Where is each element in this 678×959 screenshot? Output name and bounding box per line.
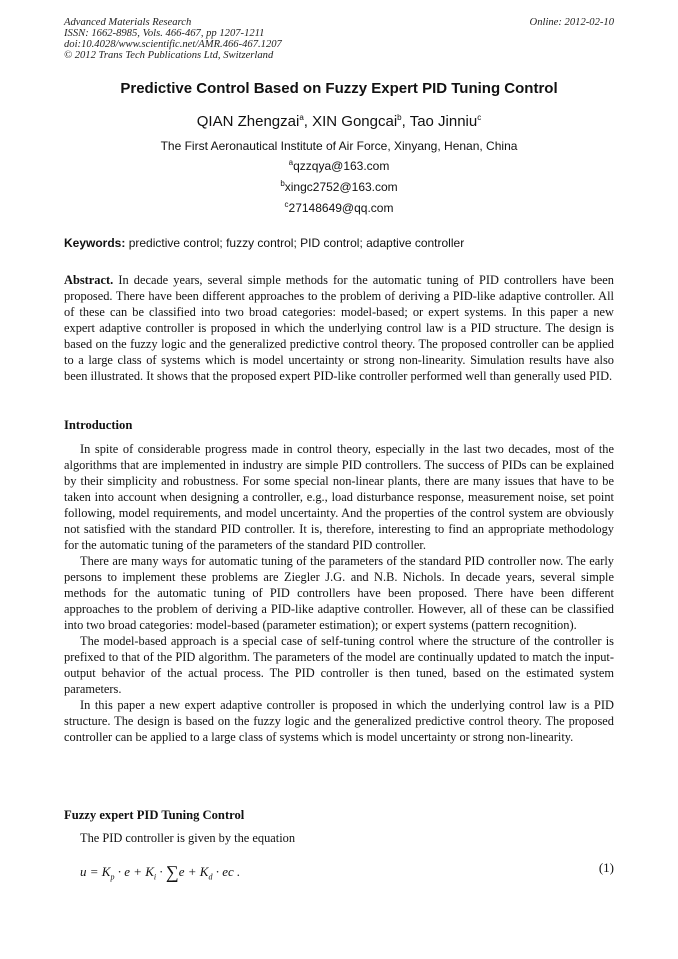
abstract-text: In decade years, several simple methods for the automatic tuning of PID controllers have been proposed. There have been different approaches to the problem of deriving a PID-like adaptive controller. All of these can be classified into two broad categories: model-based; or expert systems. In this paper a new expert adaptive controller is proposed in which the underlying control law is a PID structure. The design is based on the fuzzy logic and the generalized predictive control theory. The proposed controller can be applied to a large class of systems which is model uncertainty or strong non-linearity. Simulation results have also been illustrated. It shows that the proposed expert PID-like controller performed well than generally used PID. xyxy=(64,273,614,383)
author-3-sup: c xyxy=(477,113,482,122)
email-3 xyxy=(0,201,678,215)
email-2-sup: b xyxy=(280,179,285,188)
equation-number: (1) xyxy=(598,860,614,875)
issn-line: ISSN: 1662-8985, Vols. 466-467, pp 1207-1211 xyxy=(64,28,265,39)
email-1-sup: a xyxy=(288,158,294,167)
keywords-text: predictive control; fuzzy control; PID control; adaptive controller xyxy=(128,236,465,250)
author-3: Tao Jinniu xyxy=(409,113,478,130)
abstract-label: Abstract. xyxy=(64,273,114,287)
equation-intro: The PID controller is given by the equation xyxy=(80,831,296,845)
author-1: QIAN Zhengzai xyxy=(196,113,300,130)
email-3-address: 27148649@qq.com xyxy=(288,201,394,215)
intro-paragraph-1: In spite of considerable progress made in control theory, especially in the last two decades, most of the algorithms that are implemented in industry are simple PID controllers. The success of PIDs can be explained by their simplicity and robustness. For some special non-linear plants, there are many issues that have to be taken into account when designing a controller, e.g., load disturbance response, measurement noise, set point following, model requirements, and model uncertainty. And the properties of the control system are obviously not satisfied with the standard PID controller. It is, therefore, interesting to find an appropriate methodology for the automatic tuning of the parameters of the standard PID controller. xyxy=(64,442,614,552)
abstract xyxy=(64,272,614,384)
journal-header xyxy=(64,17,614,61)
keywords xyxy=(64,236,614,250)
paper-title: Predictive Control Based on Fuzzy Expert PID Tuning Control xyxy=(120,80,558,97)
author-line: QIAN Zhengzai$^a$, XIN Gongcai$^b$, Tao Jinniu$^c$ xyxy=(196,113,482,130)
intro-paragraph-4: In this paper a new expert adaptive controller is proposed in which the underlying control law is a PID structure. The design is based on the fuzzy logic and the generalized predictive control theory. The proposed controller can be applied to a large class of systems which is model uncertainty or strong non-linearity. xyxy=(64,698,614,744)
intro-paragraph-3: The model-based approach is a special case of self-tuning control where the structure of the controller is prefixed to that of the PID algorithm. The parameters of the model are continually updated to match the input-output behavior of the actual process. The PID controller is then tuned, based on the estimated system parameters. xyxy=(64,634,614,696)
email-2 xyxy=(0,180,678,194)
email-3-sup: c xyxy=(284,200,289,209)
author-2-sup: b xyxy=(397,113,402,122)
section-2-heading: Fuzzy expert PID Tuning Control xyxy=(64,808,245,822)
keywords-label: Keywords: xyxy=(64,236,126,250)
institution: The First Aeronautical Institute of Air Force, Xinyang, Henan, China xyxy=(160,139,518,153)
author-2: XIN Gongcai xyxy=(312,113,398,130)
copyright-line: © 2012 Trans Tech Publications Ltd, Switzerland xyxy=(64,50,274,61)
email-1 xyxy=(0,159,678,173)
journal-name: Advanced Materials Research xyxy=(64,17,192,28)
pid-equation: $u = K_p \cdot e + K_i \cdot \sum e + K_d$ · ec . xyxy=(80,862,241,882)
online-date: Online: 2012-02-10 xyxy=(529,17,614,28)
introduction-heading: Introduction xyxy=(64,418,133,432)
author-1-sup: a xyxy=(299,113,304,122)
doi-line: doi:10.4028/www.scientific.net/AMR.466-467.1207 xyxy=(64,39,282,50)
introduction-body xyxy=(64,441,614,745)
email-1-address: qzzqya@163.com xyxy=(293,159,390,173)
intro-paragraph-2: There are many ways for automatic tuning of the parameters of the standard PID controller now. The early persons to implement these problems are Ziegler J.G. and N.B. Nichols. In decade years, several simple methods for the automatic tuning of PID controllers have been proposed. There have been different approaches to the problem of deriving a PID-like adaptive controller. However, all of these can be classified into two broad categories: model-based (parameter estimation); or expert systems (pattern recognition). xyxy=(64,554,614,632)
email-2-address: xingc2752@163.com xyxy=(284,180,398,194)
